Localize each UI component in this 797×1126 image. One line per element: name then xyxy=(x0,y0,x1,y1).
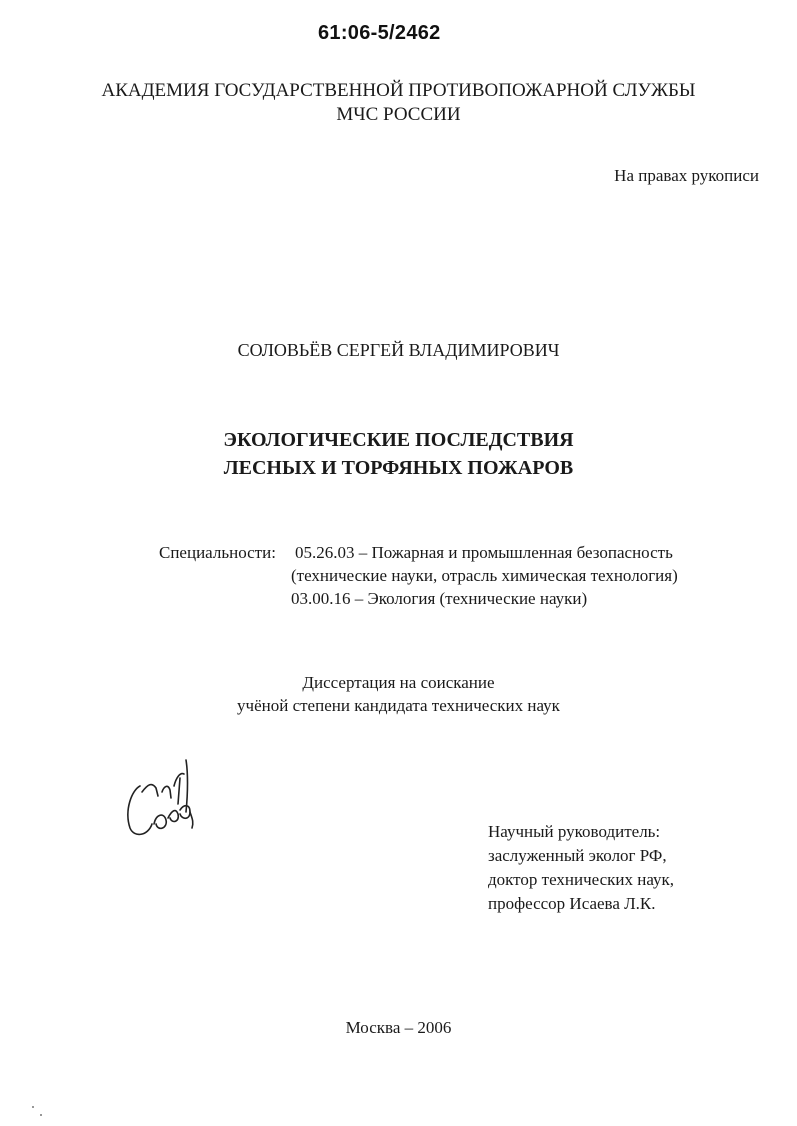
handwritten-signature xyxy=(118,752,208,842)
advisor-line-4: профессор Исаева Л.К. xyxy=(488,894,656,913)
organization-name xyxy=(0,79,797,127)
specialty-line-1: 05.26.03 – Пожарная и промышленная безопасность xyxy=(295,543,673,562)
city-year: Москва – 2006 xyxy=(345,1018,452,1037)
dissertation-title xyxy=(0,426,797,482)
degree-line-1: Диссертация на соискание xyxy=(302,673,495,692)
specialty-line-2: (технические науки, отрасль химическая технология) xyxy=(291,566,678,585)
author-name: СОЛОВЬЁВ СЕРГЕЙ ВЛАДИМИРОВИЧ xyxy=(237,340,560,360)
dissertation-degree xyxy=(0,671,797,717)
scan-speck xyxy=(40,1114,42,1116)
specialty-line-3: 03.00.16 – Экология (технические науки) xyxy=(291,589,588,608)
rights-note: На правах рукописи xyxy=(614,166,759,185)
advisor-line-1: Научный руководитель: xyxy=(488,822,661,841)
catalog-number: 61:06-5/2462 xyxy=(318,22,441,44)
title-line-2: ЛЕСНЫХ И ТОРФЯНЫХ ПОЖАРОВ xyxy=(223,457,574,479)
scientific-advisor xyxy=(488,820,674,916)
organization-line-2: МЧС РОССИИ xyxy=(336,104,461,125)
degree-line-2: учёной степени кандидата технических наук xyxy=(237,696,560,715)
organization-line-1: АКАДЕМИЯ ГОСУДАРСТВЕННОЙ ПРОТИВОПОЖАРНОЙ СЛУЖБЫ xyxy=(101,80,696,101)
advisor-line-2: заслуженный эколог РФ, xyxy=(488,846,667,865)
specialties-label: Специальности: xyxy=(159,543,276,562)
advisor-line-3: доктор технических наук, xyxy=(488,870,675,889)
title-line-1: ЭКОЛОГИЧЕСКИЕ ПОСЛЕДСТВИЯ xyxy=(223,429,574,451)
scan-speck xyxy=(32,1106,34,1108)
